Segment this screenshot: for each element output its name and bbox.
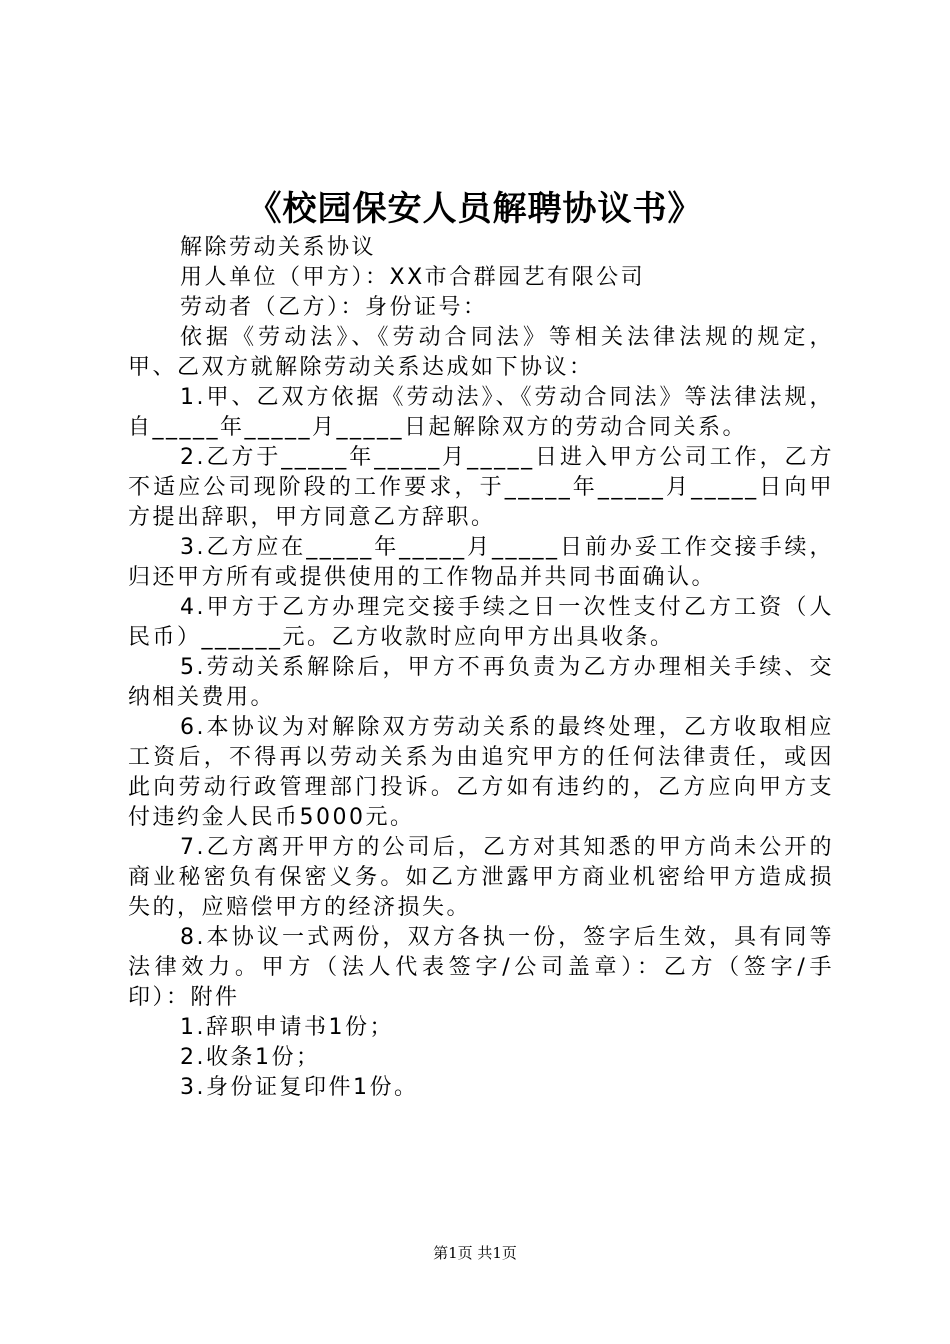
- clause-5: 5.劳动关系解除后，甲方不再负责为乙方办理相关手续、交纳相关费用。: [128, 655, 834, 710]
- paragraph-employee: 劳动者（乙方）：身份证号：: [180, 295, 488, 320]
- clause-8: 8.本协议一式两份，双方各执一份，签字后生效，具有同等法律效力。甲方（法人代表签字/公司盖章）：乙方（签字/手印）：附件: [128, 925, 834, 1010]
- attachment-3: 3.身份证复印件1份。: [180, 1075, 419, 1100]
- page-number-footer: 第1页 共1页: [433, 1244, 517, 1262]
- clause-4: 4.甲方于乙方办理完交接手续之日一次性支付乙方工资（人民币）______元。乙方收款时应向甲方出具收条。: [128, 595, 834, 650]
- clause-7: 7.乙方离开甲方的公司后，乙方对其知悉的甲方尚未公开的商业秘密负有保密义务。如乙方泄露甲方商业机密给甲方造成损失的，应赔偿甲方的经济损失。: [128, 835, 834, 920]
- clause-3: 3.乙方应在_____年_____月_____日前办妥工作交接手续，归还甲方所有或提供使用的工作物品并共同书面确认。: [128, 535, 834, 590]
- clause-2: 2.乙方于_____年_____月_____日进入甲方公司工作，乙方不适应公司现阶段的工作要求，于_____年_____月_____日向甲方提出辞职，甲方同意乙方辞职。: [128, 445, 834, 530]
- clause-1: 1.甲、乙双方依据《劳动法》、《劳动合同法》等法律法规，自_____年_____月_____日起解除双方的劳动合同关系。: [128, 385, 834, 440]
- paragraph-basis: 依据《劳动法》、《劳动合同法》等相关法律法规的规定，甲、乙双方就解除劳动关系达成如下协议：: [128, 325, 834, 380]
- attachment-2: 2.收条1份；: [180, 1045, 321, 1070]
- clause-6: 6.本协议为对解除双方劳动关系的最终处理，乙方收取相应工资后，不得再以劳动关系为由追究甲方的任何法律责任，或因此向劳动行政管理部门投诉。乙方如有违约的，乙方应向甲方支付违约金人民币5000元。: [128, 715, 834, 830]
- document-title: 《校园保安人员解聘协议书》: [247, 189, 703, 229]
- document-body: [128, 233, 834, 1103]
- attachment-1: 1.辞职申请书1份；: [180, 1015, 394, 1040]
- paragraph-employer: 用人单位（甲方）：XX市合群园艺有限公司: [180, 265, 646, 290]
- paragraph-heading: 解除劳动关系协议: [180, 235, 377, 260]
